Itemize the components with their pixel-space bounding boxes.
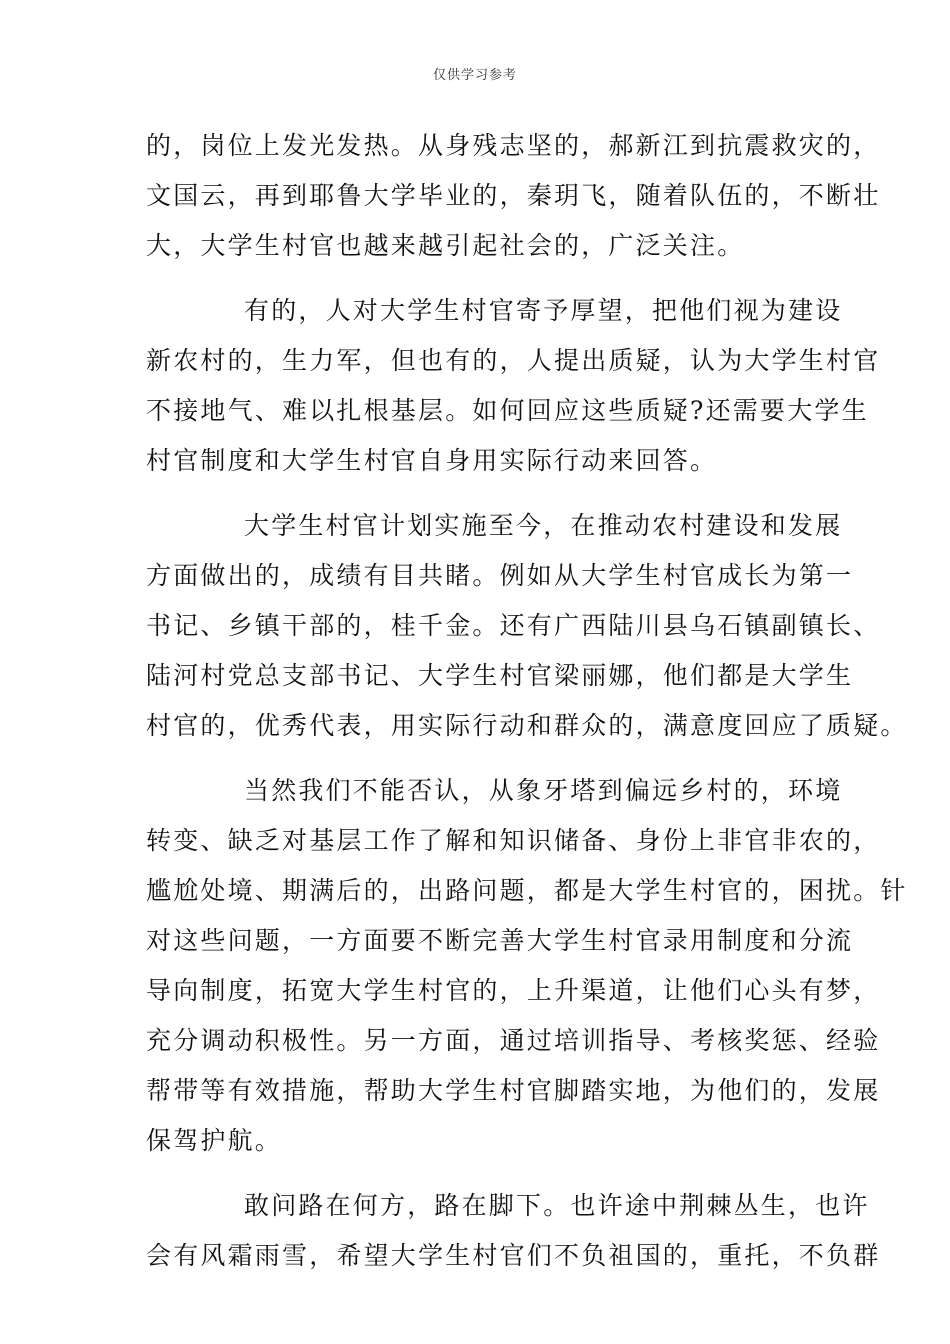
paragraph (146, 501, 908, 751)
text-line: 方面做出的，成绩有目共睹。例如从大学生村官成长为第一 (146, 561, 854, 590)
text-line: 对这些问题，一方面要不断完善大学生村官录用制度和分流 (146, 926, 854, 955)
text-line: 当然我们不能否认，从象牙塔到偏远乡村的，环境 (244, 776, 843, 805)
text-line: 敢问路在何方，路在脚下。也许途中荆棘丛生，也许 (244, 1191, 870, 1220)
text-line: 新农村的，生力军，但也有的，人提出质疑，认为大学生村官 (146, 346, 881, 375)
paragraph (146, 766, 908, 1166)
paragraph (146, 286, 881, 486)
text-line: 的，岗位上发光发热。从身残志坚的，郝新江到抗震救灾的， (146, 131, 881, 160)
text-line: 充分调动积极性。另一方面，通过培训指导、考核奖惩、经验 (146, 1026, 881, 1055)
paragraph (146, 1181, 881, 1281)
text-line: 大学生村官计划实施至今，在推动农村建设和发展 (244, 511, 843, 540)
text-line: 村官的，优秀代表，用实际行动和群众的，满意度回应了质疑。 (146, 711, 908, 740)
text-line: 保驾护航。 (146, 1126, 283, 1155)
paragraph (146, 121, 881, 271)
text-line: 有的，人对大学生村官寄予厚望，把他们视为建设 (244, 296, 843, 325)
text-line: 书记、乡镇干部的，桂千金。还有广西陆川县乌石镇副镇长、 (146, 611, 881, 640)
page-header: 仅供学习参考 (432, 68, 517, 83)
text-line: 尴尬处境、期满后的，出路问题，都是大学生村官的，困扰。针 (146, 876, 908, 905)
text-line: 帮带等有效措施，帮助大学生村官脚踏实地，为他们的，发展 (146, 1076, 881, 1105)
text-line: 文国云，再到耶鲁大学毕业的，秦玥飞，随着队伍的，不断壮 (146, 181, 881, 210)
text-line: 导向制度，拓宽大学生村官的，上升渠道，让他们心头有梦， (146, 976, 881, 1005)
text-line: 转变、缺乏对基层工作了解和知识储备、身份上非官非农的， (146, 826, 881, 855)
text-line: 陆河村党总支部书记、大学生村官梁丽娜，他们都是大学生 (146, 661, 854, 690)
text-line: 大，大学生村官也越来越引起社会的，广泛关注。 (146, 231, 745, 260)
text-line: 村官制度和大学生村官自身用实际行动来回答。 (146, 446, 718, 475)
document-body (146, 121, 908, 1281)
text-line: 会有风霜雨雪，希望大学生村官们不负祖国的，重托，不负群 (146, 1241, 881, 1270)
text-line: 不接地气、难以扎根基层。如何回应这些质疑?还需要大学生 (146, 396, 869, 425)
